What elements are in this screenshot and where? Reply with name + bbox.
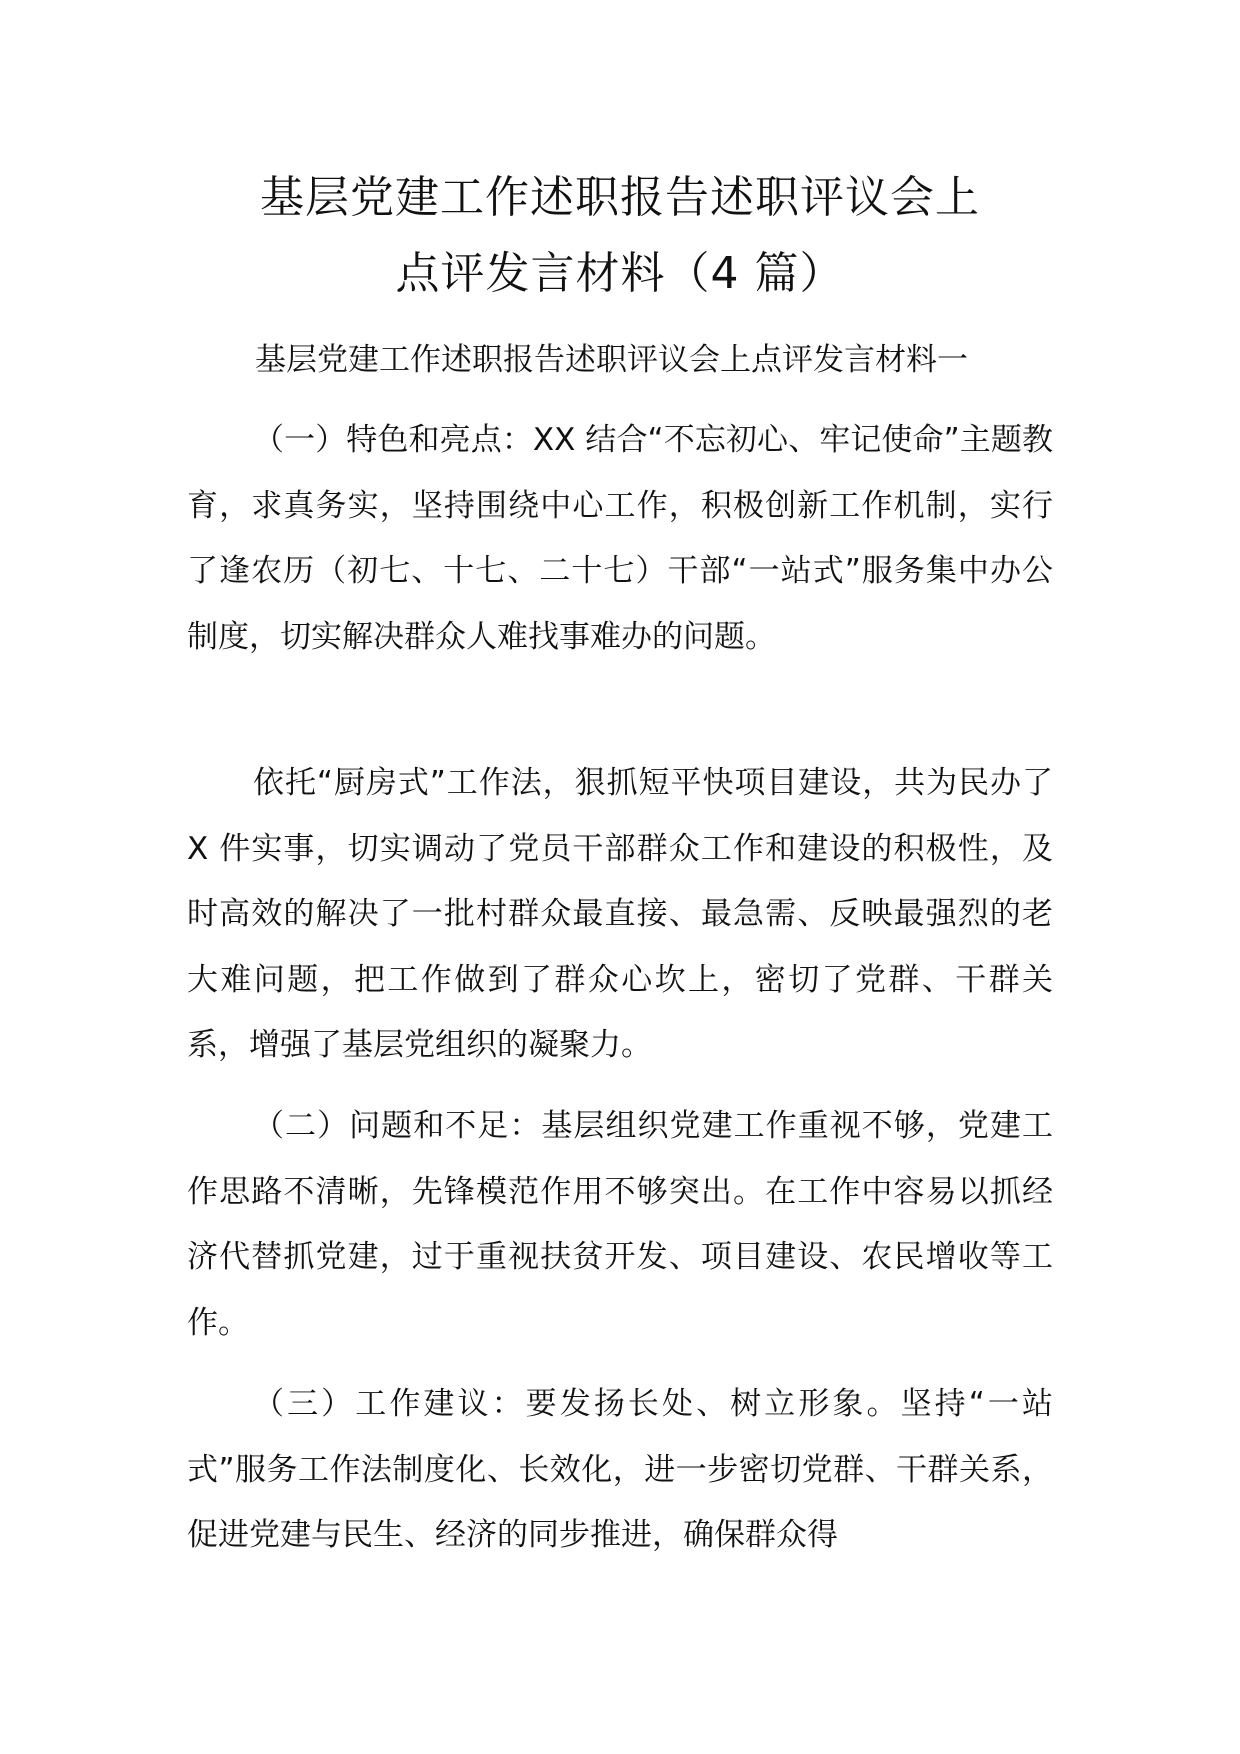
paragraph-kitchen-method: 依托“厨房式”工作法，狠抓短平快项目建设，共为民办了 X 件实事，切实调动了党员干部群众工作和建设的积极性，及时高效的解决了一批村群众最直接、最急需、反映最强烈的老大难问题，把工作做到了群众心坎上，密切了党群、干群关系，增强了基层党组织的凝聚力。 [187, 765, 1053, 1063]
paragraph-problems: （二）问题和不足：基层组织党建工作重视不够，党建工作思路不清晰，先锋模范作用不够突出。在工作中容易以抓经济代替抓党建，过于重视扶贫开发、项目建设、农民增收等工作。 [187, 1108, 1053, 1341]
paragraph-highlights: （一）特色和亮点：XX 结合“不忘初心、牢记使命”主题教育，求真务实，坚持围绕中心工作，积极创新工作机制，实行了逢农历（初七、十七、二十七）干部“一站式”服务集中办公制度，切实解决群众人难找事难办的问题。 [187, 422, 1053, 655]
paragraph-suggestions: （三）工作建议：要发扬长处、树立形象。坚持“一站式”服务工作法制度化、长效化，进一步密切党群、干群关系，促进党建与民生、经济的同步推进，确保群众得 [187, 1386, 1053, 1553]
document-title-line-2: 点评发言材料（4 篇） [395, 248, 845, 299]
document-title-line-1: 基层党建工作述职报告述职评议会上 [260, 172, 980, 223]
section-subtitle: 基层党建工作述职报告述职评议会上点评发言材料一 [255, 342, 968, 378]
